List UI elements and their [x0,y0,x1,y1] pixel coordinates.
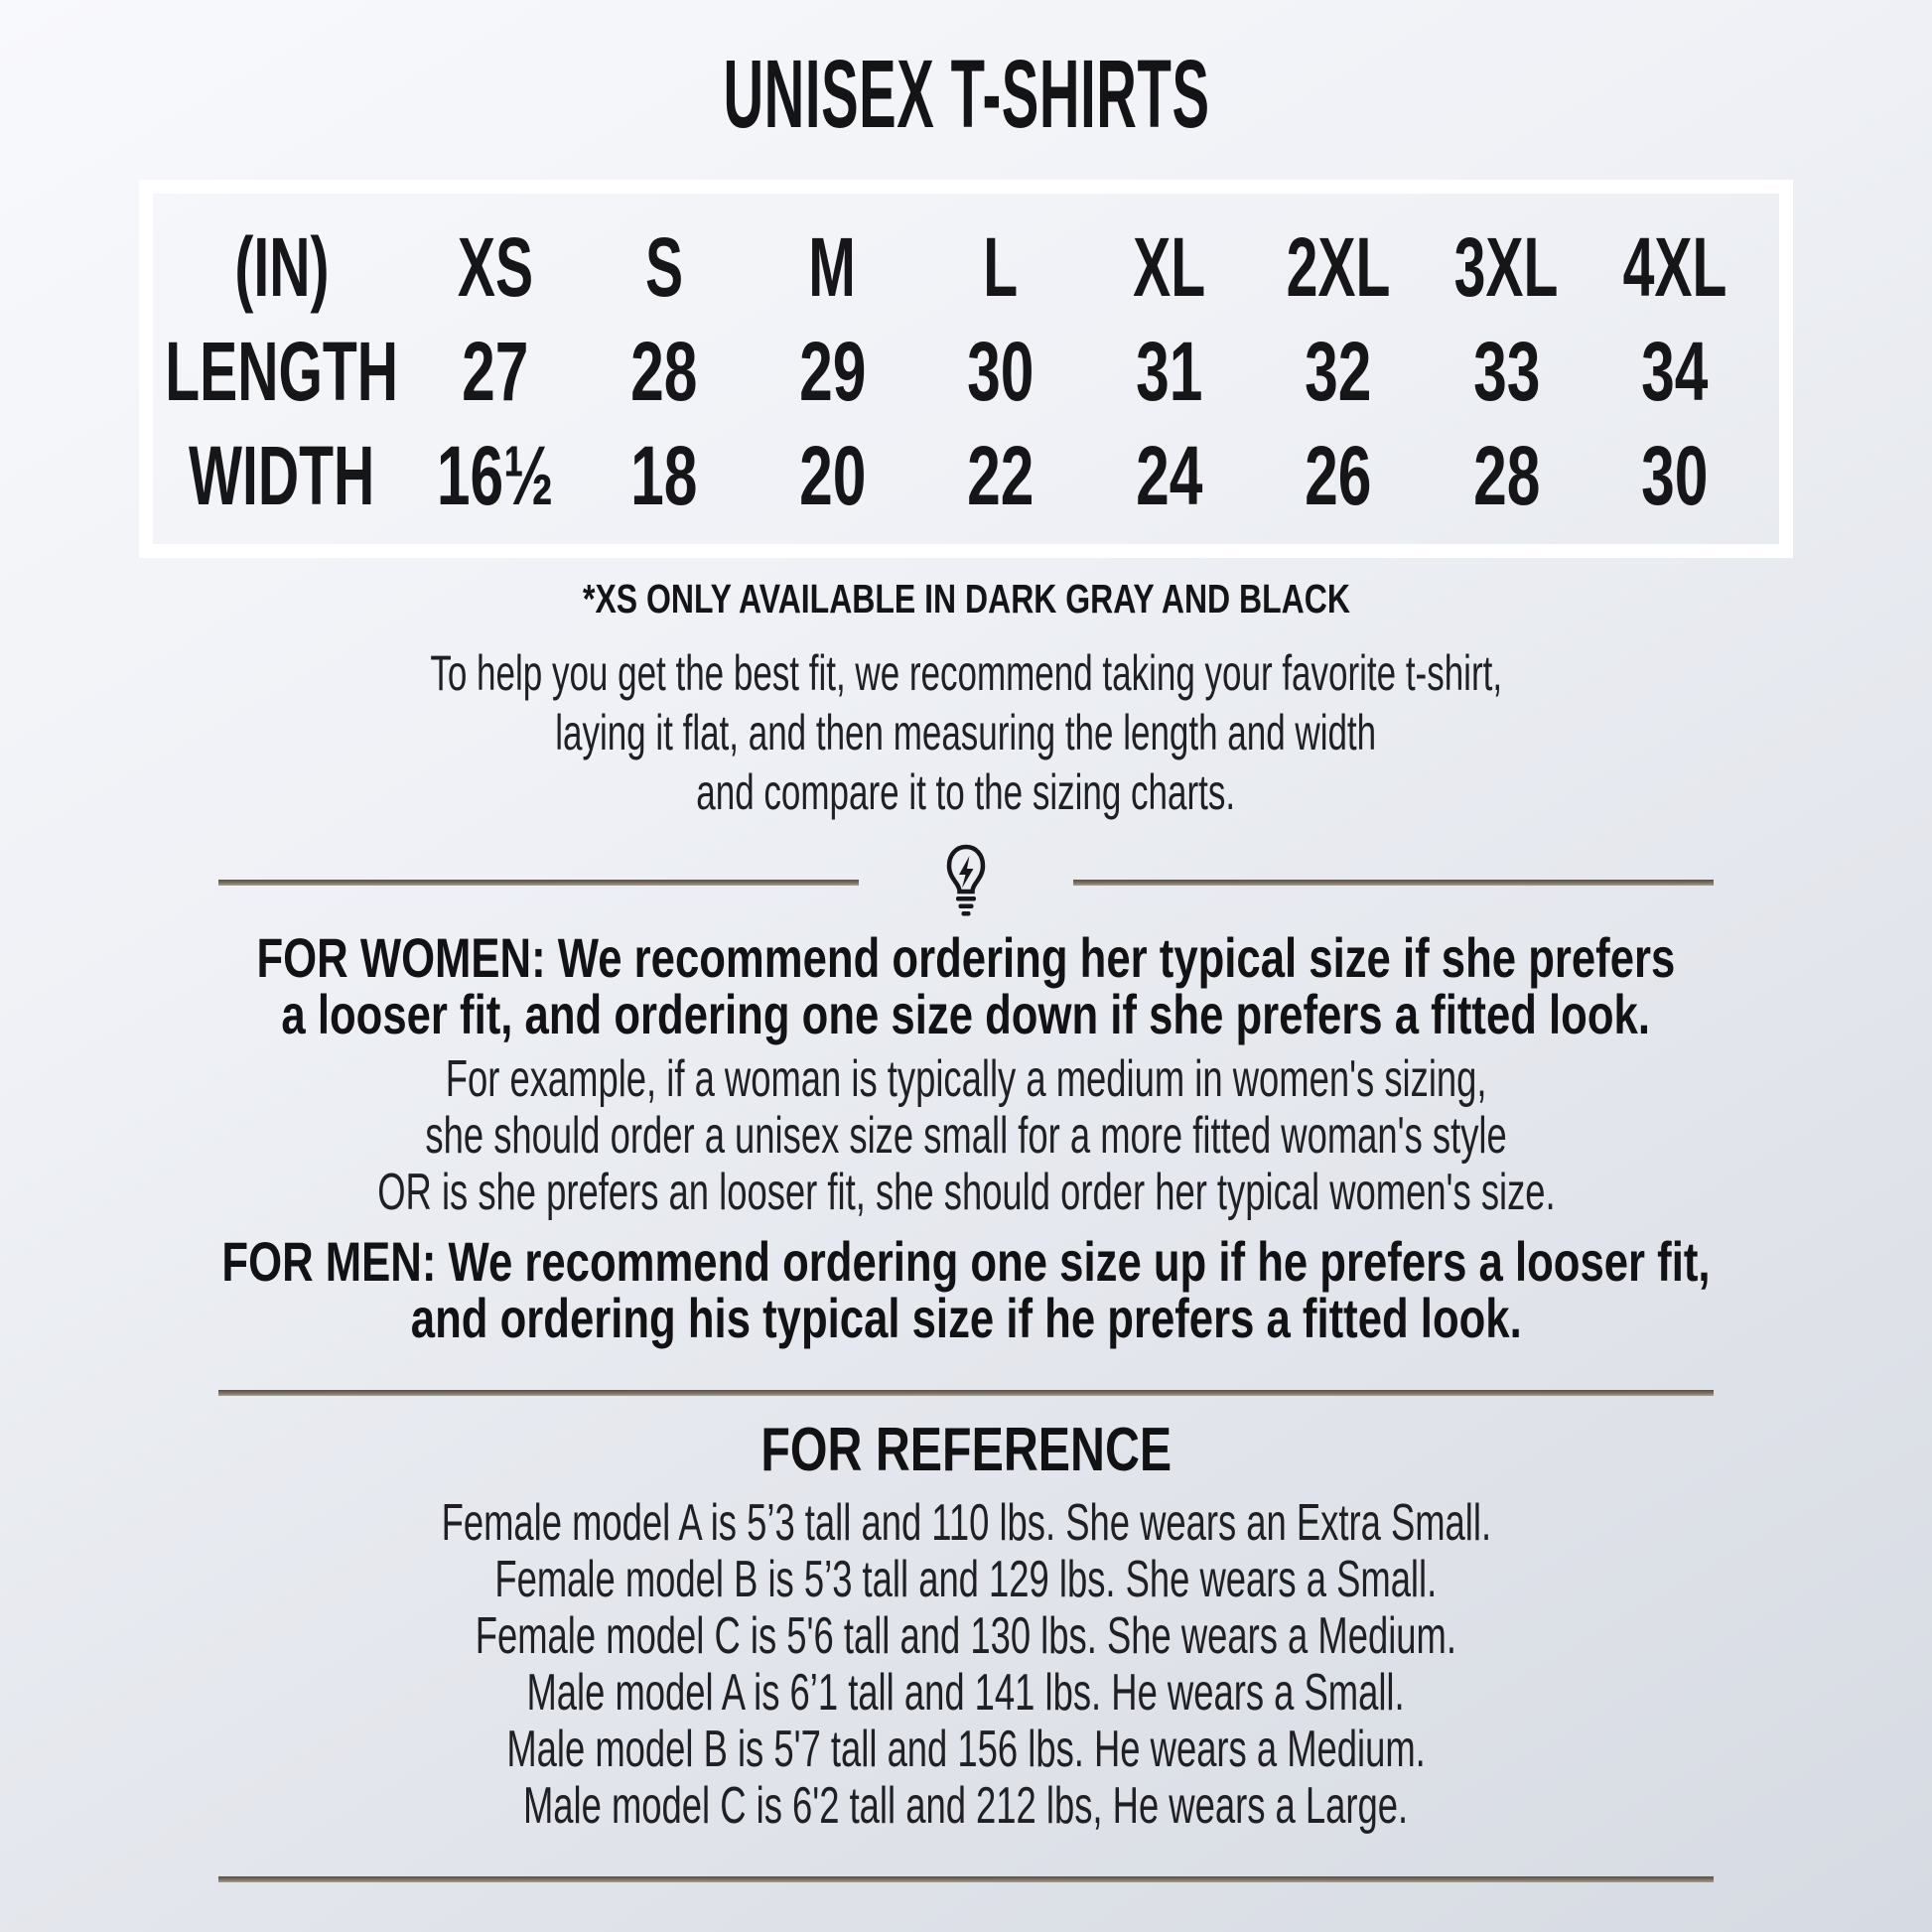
cell-width-xl: 24 [1136,429,1203,522]
divider-line-middle [218,1390,1714,1396]
lightbulb-icon [942,844,990,921]
for-men-recommendation [0,1230,1932,1349]
fit-instructions-line: To help you get the best fit, we recommend taking your favorite t-shirt, [430,645,1502,701]
for-women-recommendation [0,926,1932,1045]
example-line: OR is she prefers an looser fit, she should order her typical women's size. [376,1164,1556,1221]
divider-line-right [1073,880,1714,886]
divider-line-bottom [218,1876,1714,1882]
size-table [153,194,1779,544]
reference-line: Male model A is 6’1 tall and 141 lbs. He wears a Small. [526,1664,1406,1722]
cell-width-2xl: 26 [1304,429,1372,522]
row-label-width: WIDTH [189,429,375,522]
for-women-line: FOR WOMEN: We recommend ordering her typical size if she prefers [256,926,1676,989]
fit-instructions [0,643,1932,822]
reference-line: Female model A is 5’3 tall and 110 lbs. She wears an Extra Small. [441,1494,1491,1552]
column-header-xs: XS [457,220,533,314]
page-title [0,0,1932,148]
cell-width-l: 22 [967,429,1035,522]
for-men-line: FOR MEN: We recommend ordering one size up if he prefers a looser fit, [221,1230,1711,1293]
column-header-xl: XL [1133,220,1206,314]
column-header-4xl: 4XL [1622,220,1727,314]
reference-line: Male model C is 6'2 tall and 212 lbs, He wears a Large. [523,1777,1409,1835]
cell-length-2xl: 32 [1304,325,1372,418]
cell-width-s: 18 [629,429,698,522]
reference-line: Female model B is 5’3 tall and 129 lbs. She wears a Small. [494,1551,1438,1608]
fit-instructions-line: laying it flat, and then measuring the length and width [555,705,1377,760]
unit-label: (IN) [234,220,330,314]
page-title-text: UNISEX T-SHIRTS [722,40,1210,148]
cell-width-xs: 16½ [437,429,554,522]
column-header-s: S [644,220,683,314]
reference-list [0,1495,1932,1835]
cell-length-s: 28 [629,325,698,418]
reference-line: Male model B is 5'7 tall and 156 lbs. He wears a Medium. [506,1721,1426,1778]
divider-with-lightbulb [218,844,1714,921]
example-line: For example, if a woman is typically a medium in women's sizing, [445,1050,1487,1108]
cell-length-m: 29 [798,325,867,418]
cell-width-4xl: 30 [1641,429,1709,522]
reference-line: Female model C is 5'6 tall and 130 lbs. She wears a Medium. [475,1607,1457,1665]
reference-heading: FOR REFERENCE [760,1416,1172,1484]
cell-length-3xl: 33 [1472,325,1541,418]
cell-length-xl: 31 [1136,325,1203,418]
example-line: she should order a unisex size small for a more fitted woman's style [425,1107,1507,1165]
row-label-length: LENGTH [165,325,399,418]
for-women-example [0,1051,1932,1221]
column-header-l: L [983,220,1019,314]
for-men-line: and ordering his typical size if he prefers a fitted look. [410,1287,1522,1349]
size-table-frame [139,180,1793,558]
cell-length-l: 30 [967,325,1035,418]
divider-line-left [218,880,859,886]
xs-availability-note: *XS ONLY AVAILABLE IN DARK GRAY AND BLACK [582,576,1350,621]
cell-length-4xl: 34 [1641,325,1709,418]
cell-length-xs: 27 [462,325,529,418]
cell-width-3xl: 28 [1472,429,1541,522]
column-header-3xl: 3XL [1453,220,1559,314]
column-header-m: M [808,220,857,314]
column-header-2xl: 2XL [1286,220,1391,314]
fit-instructions-line: and compare it to the sizing charts. [696,764,1236,820]
cell-width-m: 20 [798,429,867,522]
for-women-line: a looser fit, and ordering one size down if she prefers a fitted look. [281,983,1651,1045]
